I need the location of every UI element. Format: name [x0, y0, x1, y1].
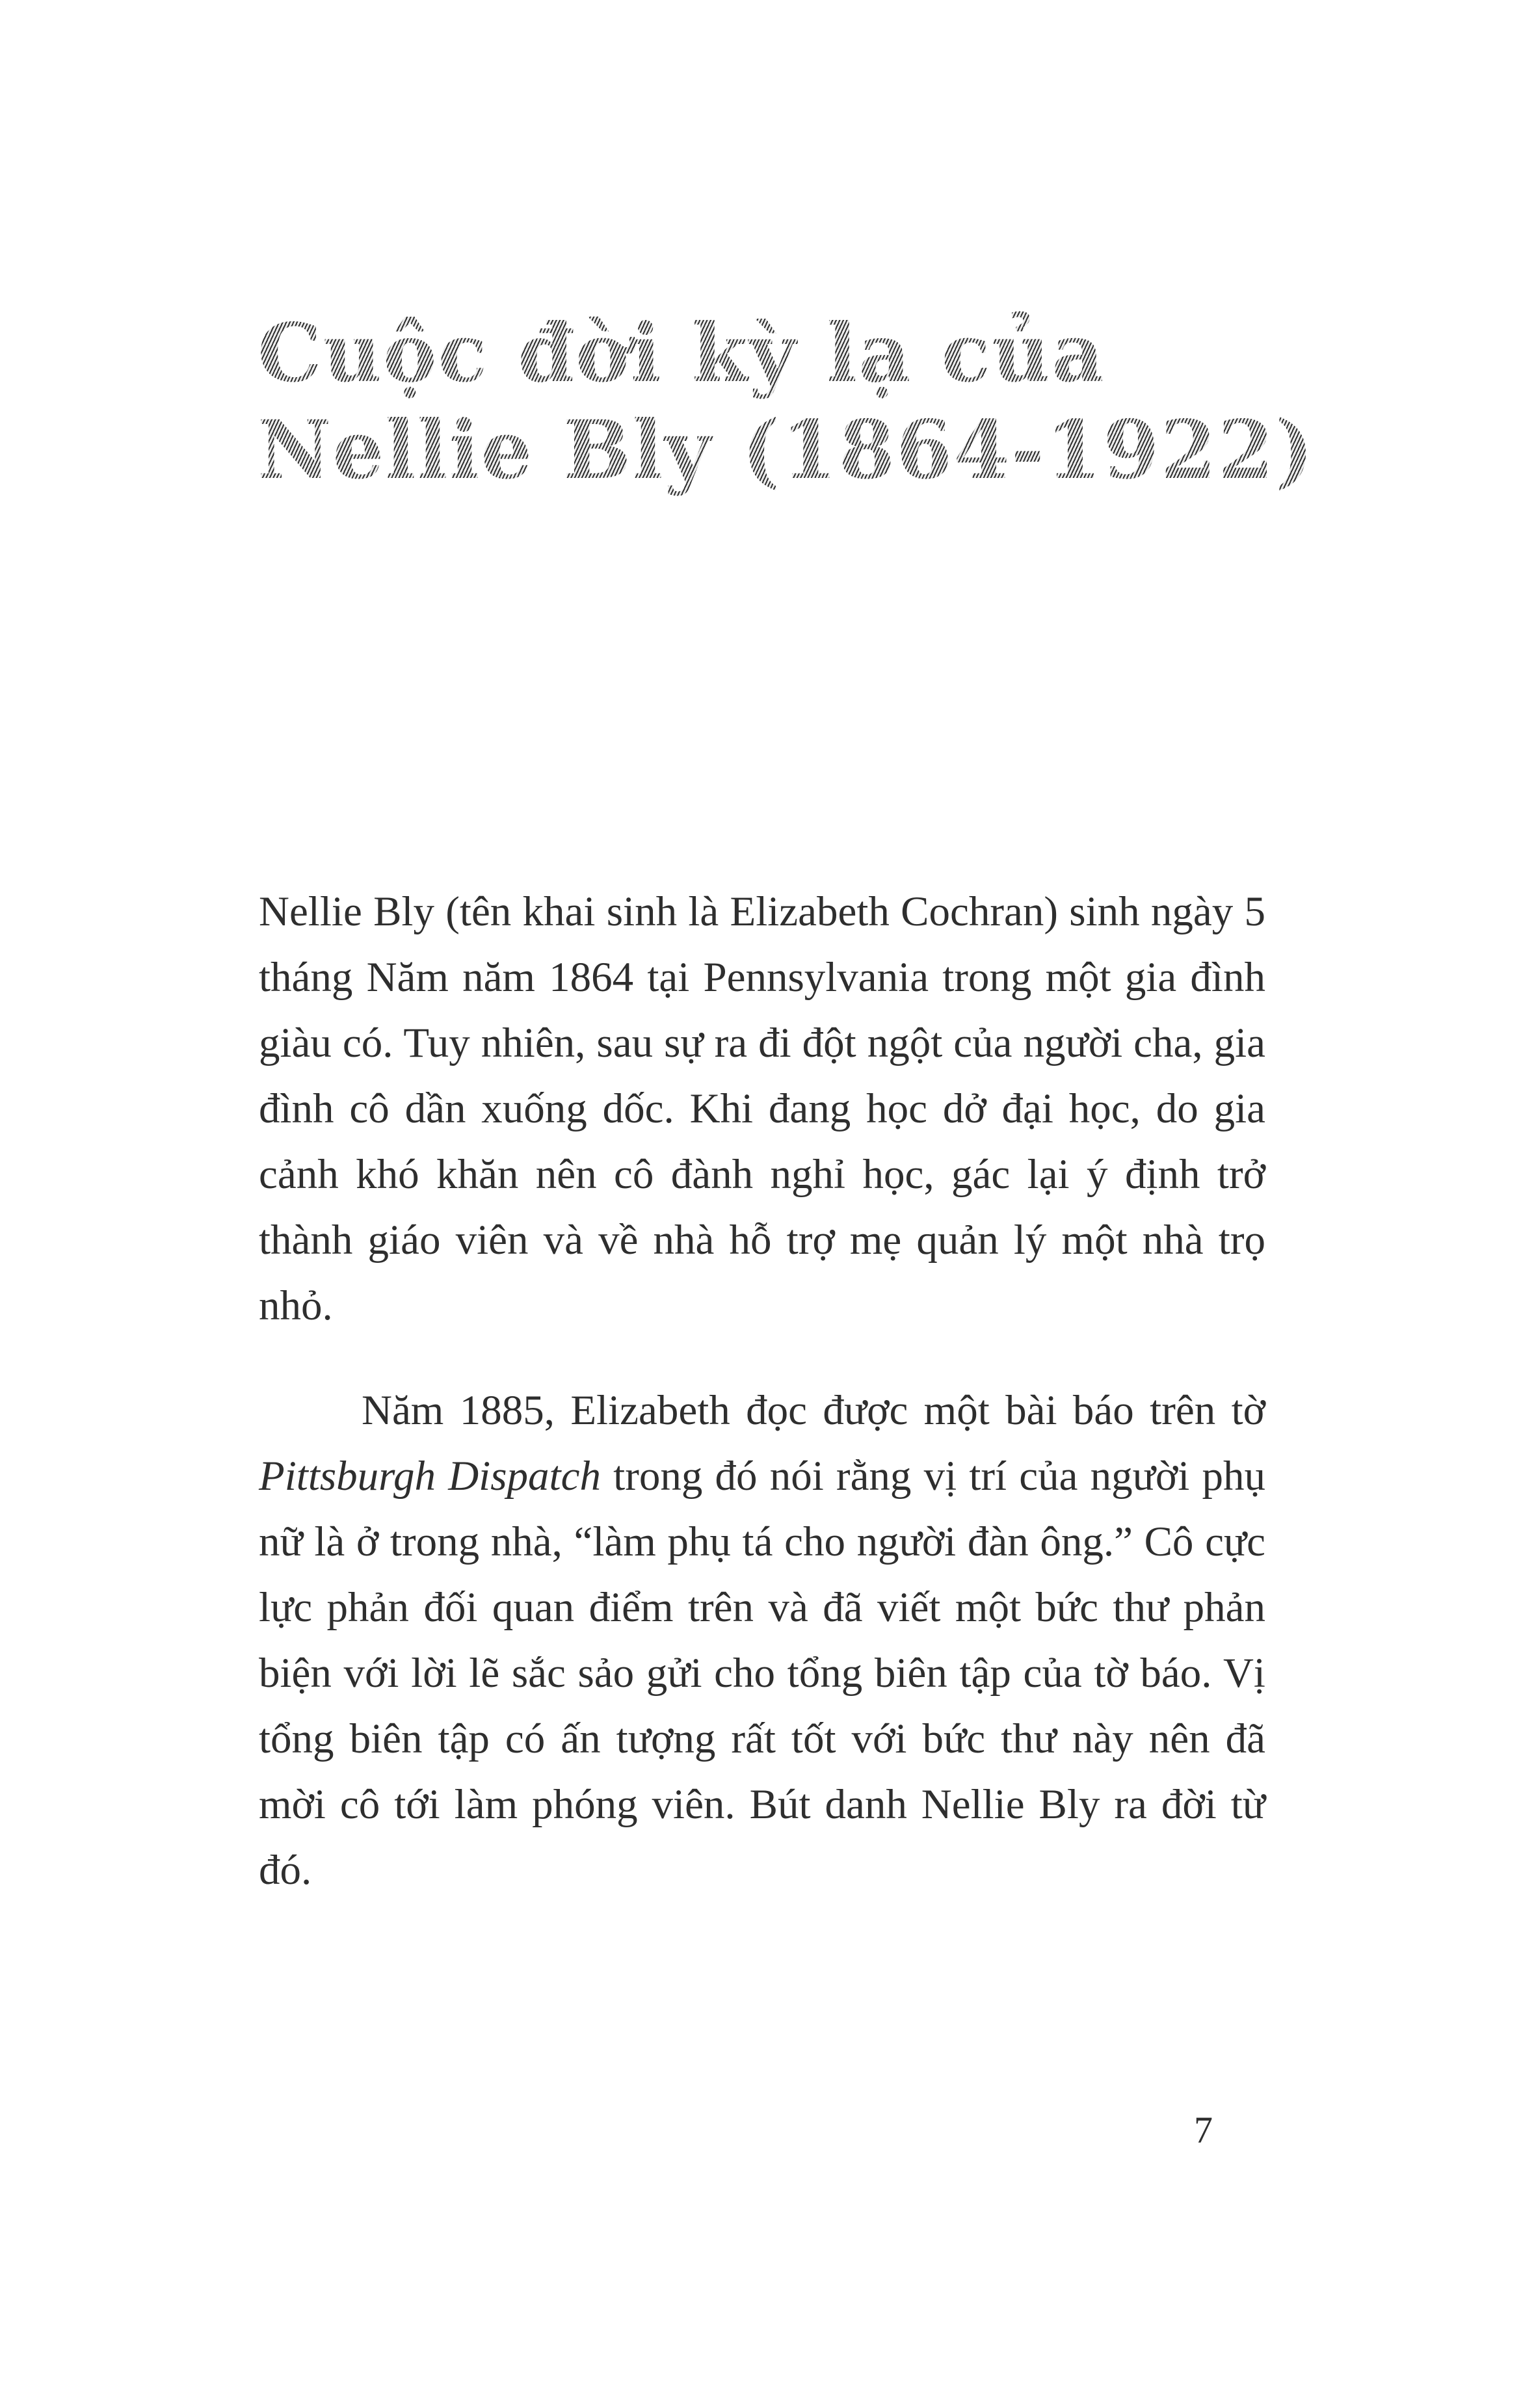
body-text-block [259, 879, 1265, 1903]
paragraph-1: Nellie Bly (tên khai sinh là Elizabeth Cochran) sinh ngày 5 tháng Năm năm 1864 tại Pennsylvania trong một gia đình giàu có. Tuy nhiên, sau sự ra đi đột ngột của người cha, gia đình cô dần xuống dốc. Khi đang học dở đại học, do gia cảnh khó khăn nên cô đành nghỉ học, gác lại ý định trở thành giáo viên và về nhà hỗ trợ mẹ quản lý một nhà trọ nhỏ. [259, 888, 1265, 1329]
paragraph-2-lead: Năm 1885, Elizabeth đọc được một bài báo trên tờ [362, 1387, 1265, 1434]
chapter-title-line1: Cuộc đời kỳ lạ của [258, 306, 1315, 403]
newspaper-title: Pittsburgh Dispatch [259, 1453, 601, 1500]
page-number: 7 [1194, 2109, 1213, 2151]
paragraph-2 [259, 1378, 1265, 1903]
chapter-title-line2: Nellie Bly (1864-1922) [258, 403, 1315, 499]
paragraph-2-rest: trong đó nói rằng vị trí của người phụ nữ là ở trong nhà, “làm phụ tá cho người đàn ông.” Cô cực lực phản đối quan điểm trên và đã viết một bức thư phản biện với lời lẽ sắc sảo gửi cho tổng biên tập của tờ báo. Vị tổng biên tập có ấn tượng rất tốt với bức thư này nên đã mời cô tới làm phóng viên. Bút danh Nellie Bly ra đời từ đó. [259, 1453, 1265, 1894]
chapter-title [258, 306, 1315, 499]
